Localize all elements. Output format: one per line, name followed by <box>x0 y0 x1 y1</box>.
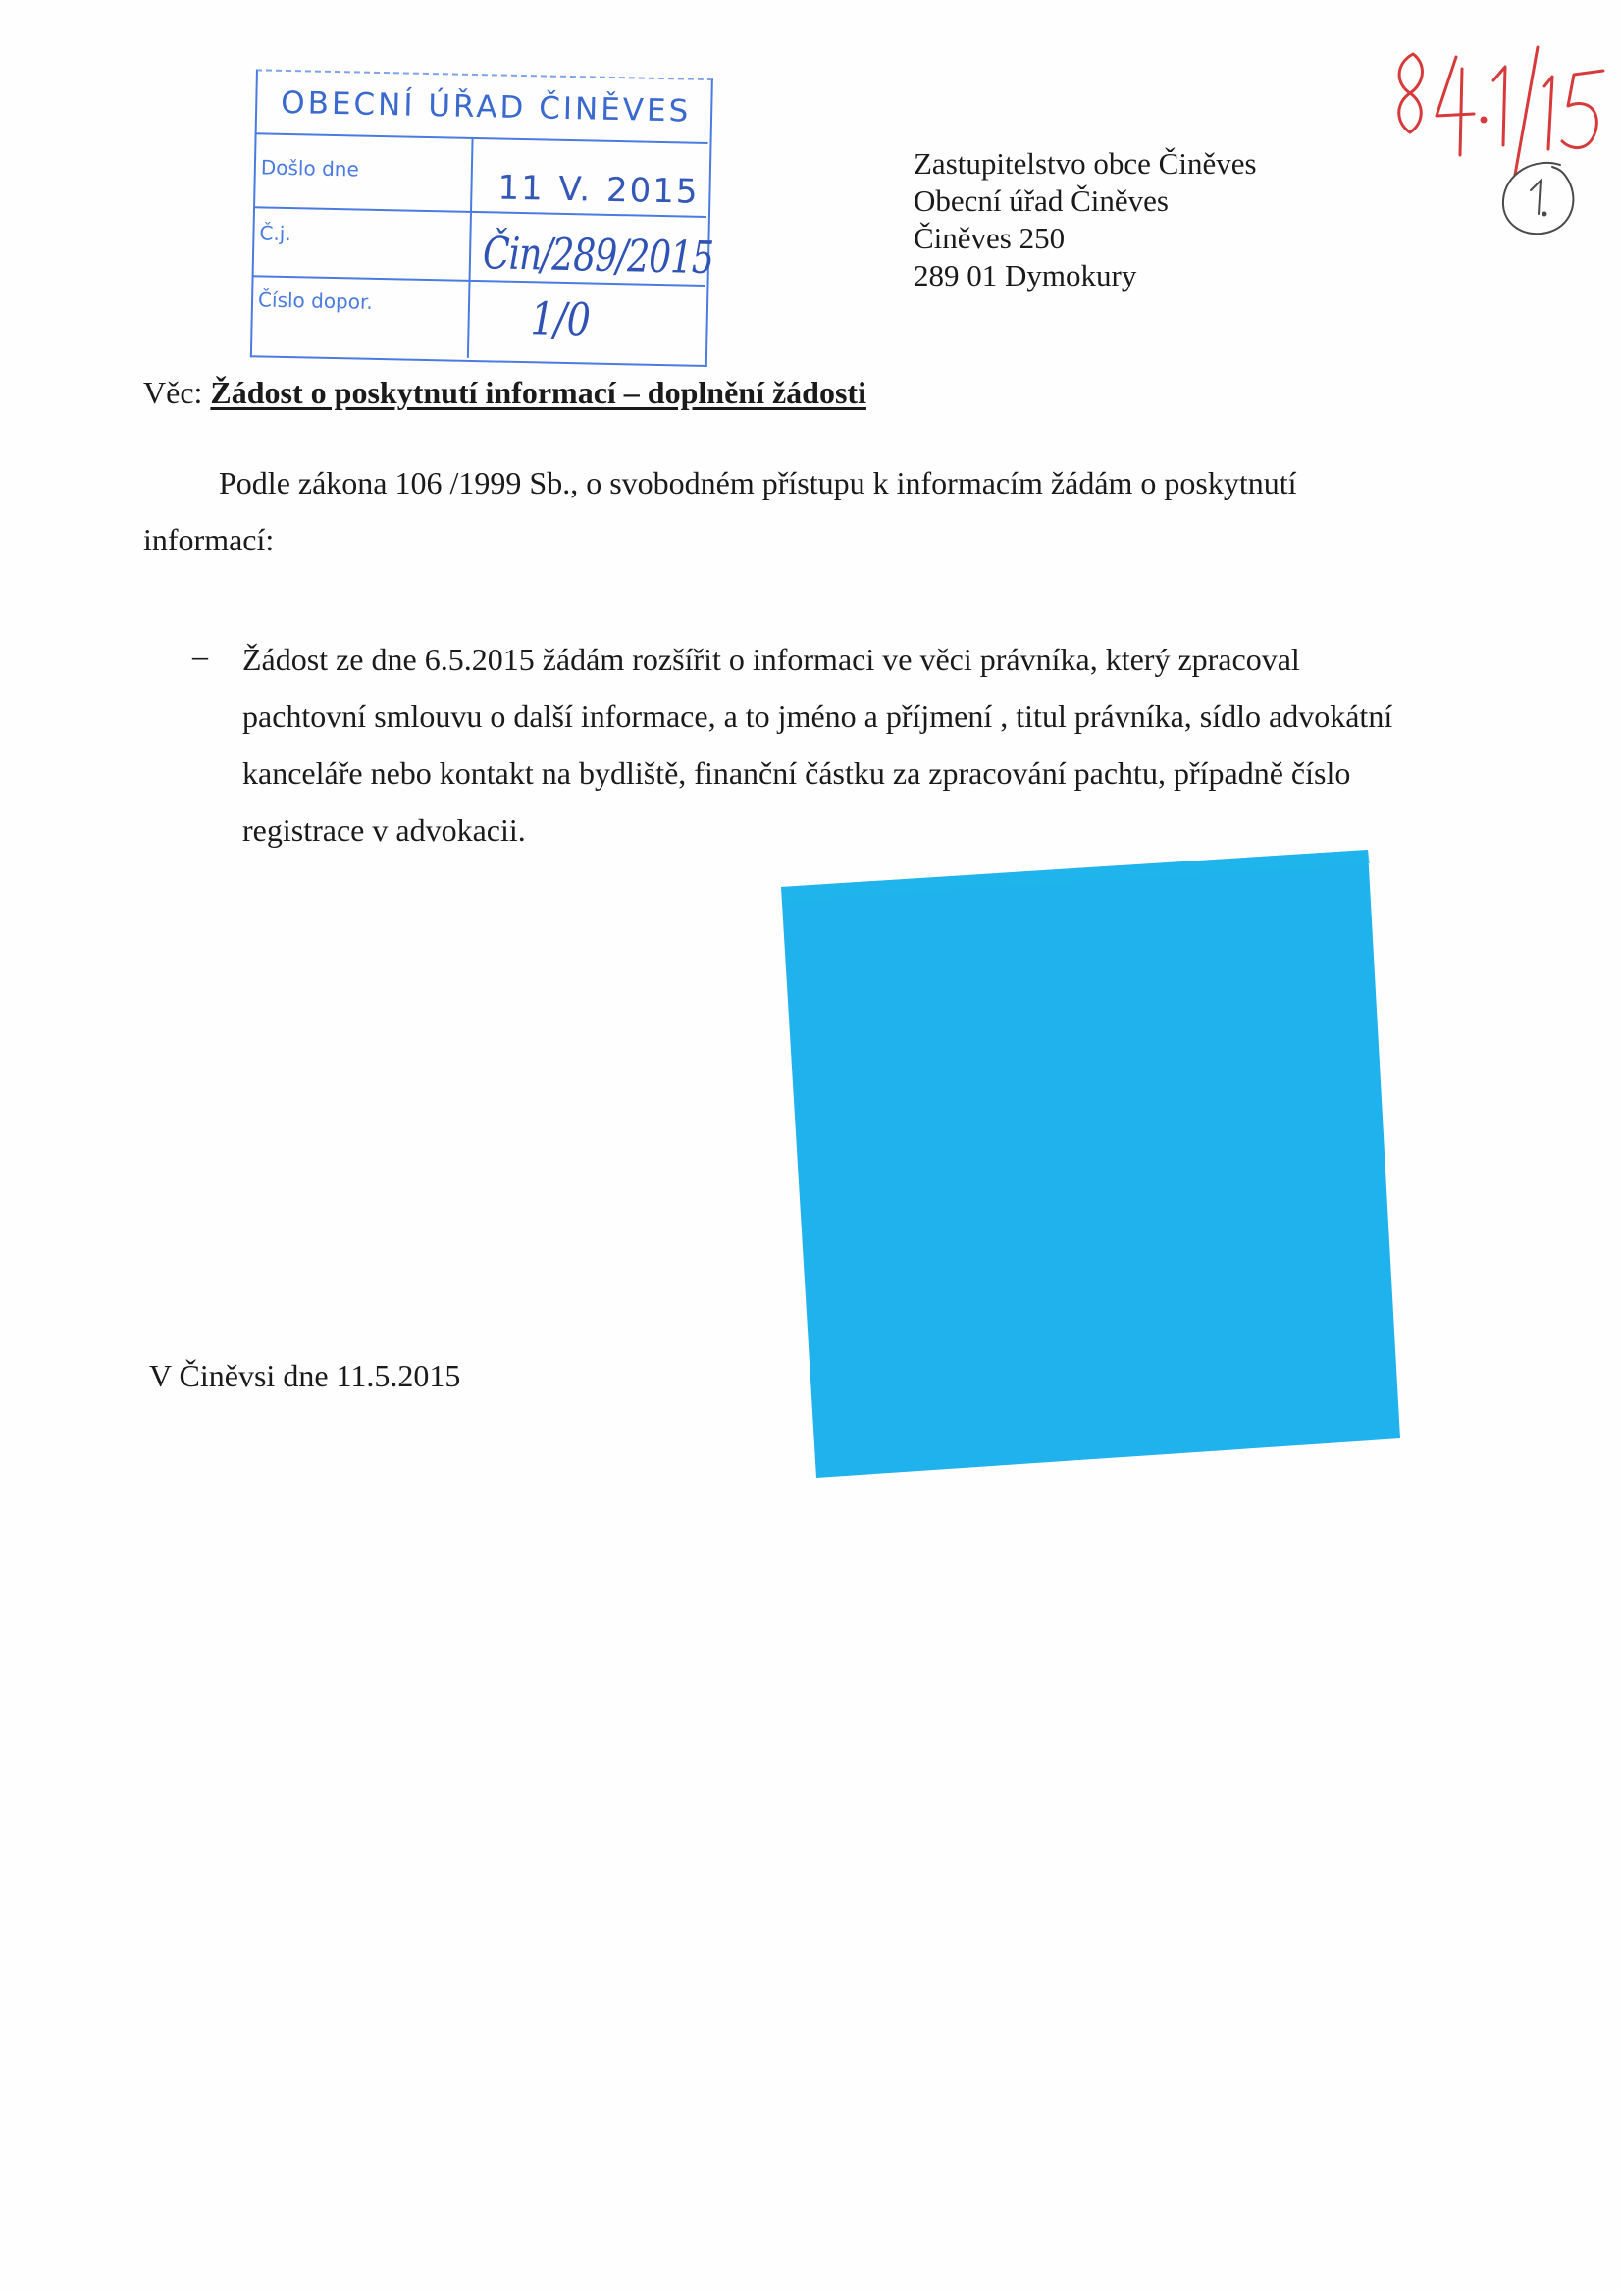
place-and-date: V Činěvsi dne 11.5.2015 <box>149 1358 461 1393</box>
subject-line <box>143 375 866 411</box>
subject-label: Věc: <box>143 375 211 410</box>
bullet-text <box>242 638 1489 865</box>
bullet-line: Žádost ze dne 6.5.2015 žádám rozšířit o informaci ve věci právníka, který zpracoval <box>242 642 1300 677</box>
address-line: Činěves 250 <box>914 221 1066 255</box>
stamp-attachments-value: 1/0 <box>530 292 592 346</box>
stamp-received-month: V. <box>558 169 593 210</box>
intro-line: informací: <box>143 522 275 557</box>
stamp-received-label: Došlo dne <box>260 155 360 182</box>
bullet-line: registrace v advokacii. <box>242 812 526 848</box>
registration-stamp <box>235 69 714 363</box>
circled-page-number <box>1493 155 1582 243</box>
address-line: Zastupitelstvo obce Činěves <box>914 146 1257 181</box>
address-line: Obecní úřad Činěves <box>914 183 1169 218</box>
bullet-dash: – <box>192 638 208 673</box>
stamp-received-day: 11 <box>497 168 546 209</box>
recipient-address <box>914 145 1257 294</box>
stamp-attachments-label: Číslo dopor. <box>257 287 374 314</box>
bullet-line: pachtovní smlouvu o další informace, a to jméno a příjmení , titul právníka, sídlo advokátní <box>242 699 1393 734</box>
stamp-office-name: OBECNÍ ÚŘAD ČINĚVES <box>280 84 692 130</box>
stamp-received-year: 2015 <box>605 170 700 212</box>
intro-line: Podle zákona 106 /1999 Sb., o svobodném přístupu k informacím žádám o poskytnutí <box>219 465 1297 500</box>
address-line: 289 01 Dymokury <box>914 258 1137 292</box>
bullet-line: kanceláře nebo kontakt na bydliště, finanční částku za zpracování pachtu, případně číslo <box>242 756 1351 791</box>
subject-text: Žádost o poskytnutí informací – doplnění žádosti <box>210 375 866 410</box>
stamp-ref-value: Čin/289/2015 <box>482 229 714 285</box>
stamp-ref-label: Č.j. <box>259 221 291 246</box>
stamp-received-date <box>484 168 705 212</box>
